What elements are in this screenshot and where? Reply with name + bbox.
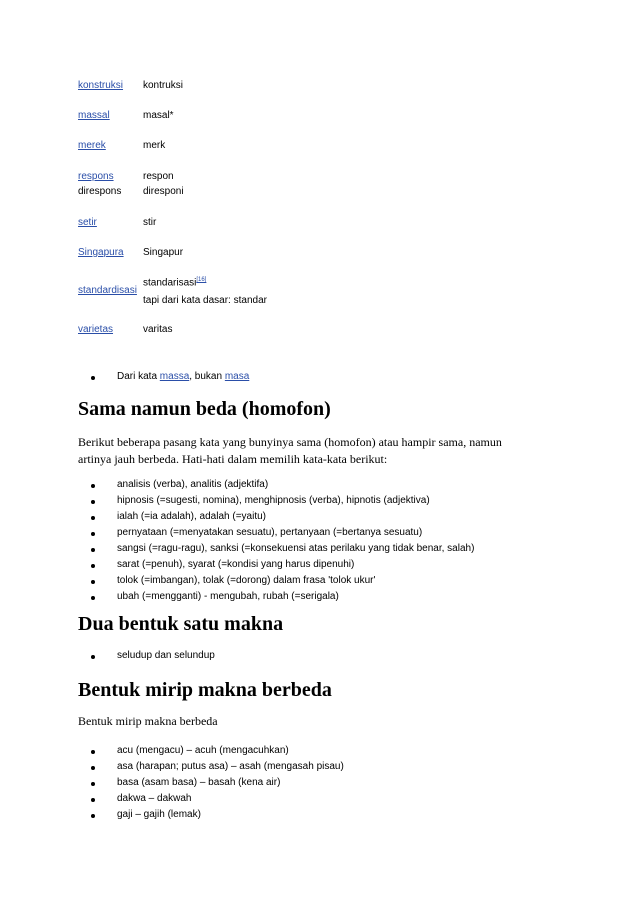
bullet-icon — [91, 750, 95, 754]
bullet-icon — [91, 564, 95, 568]
bullet-icon — [91, 548, 95, 552]
list-item-text: sarat (=penuh), syarat (=kondisi yang harus dipenuhi) — [117, 559, 355, 570]
bullet-icon — [91, 532, 95, 536]
term-text: direspons — [78, 186, 122, 197]
variant-text: kontruksi — [143, 80, 184, 91]
variant-text: diresponi — [143, 186, 184, 197]
term-link[interactable]: konstruksi — [78, 80, 124, 91]
term-link[interactable]: respons — [78, 171, 114, 182]
section-heading: Dua bentuk satu makna — [78, 613, 284, 635]
list-item-text: analisis (verba), analitis (adjektifa) — [117, 479, 269, 490]
list-item-text: gaji – gajih (lemak) — [117, 809, 201, 820]
bullet-icon — [91, 500, 95, 504]
term-link[interactable]: Singapura — [78, 247, 124, 258]
term-link[interactable]: massal — [78, 110, 110, 121]
bullet-icon — [91, 798, 95, 802]
list-item-text: basa (asam basa) – basah (kena air) — [117, 777, 281, 788]
variant-text: stir — [143, 217, 157, 228]
list-item-text: ubah (=mengganti) - mengubah, rubah (=serigala) — [117, 591, 339, 602]
bullet-icon — [91, 484, 95, 488]
bullet-icon — [91, 766, 95, 770]
masa-link[interactable]: masa — [224, 371, 250, 382]
section-heading: Sama namun beda (homofon) — [78, 398, 331, 420]
variant-note: tapi dari kata dasar: standar — [143, 295, 267, 306]
list-item-text: seludup dan selundup — [117, 650, 215, 661]
variant-text: masal* — [143, 110, 174, 121]
term-link[interactable]: standardisasi — [78, 285, 137, 296]
term-link[interactable]: merek — [78, 140, 106, 151]
bullet-icon — [91, 655, 95, 659]
list-item-text: hipnosis (=sugesti, nomina), menghipnosis (verba), hipnotis (adjektiva) — [117, 495, 430, 506]
paragraph-line: artinya jauh berbeda. Hati-hati dalam memilih kata-kata berikut: — [78, 452, 388, 466]
massa-link[interactable]: massa — [159, 371, 190, 382]
term-link[interactable]: setir — [78, 217, 97, 228]
list-item-text: dakwa – dakwah — [117, 793, 192, 804]
note-text: Dari kata massa, bukan masa — [117, 371, 250, 382]
list-item-text: pernyataan (=menyatakan sesuatu), pertanyaan (=bertanya sesuatu) — [117, 527, 423, 538]
list-item-text: acu (mengacu) – acuh (mengacuhkan) — [117, 745, 289, 756]
citation-link[interactable]: [16] — [196, 277, 207, 283]
bullet-icon — [91, 596, 95, 600]
variant-text: varitas — [143, 324, 173, 335]
bullet-icon — [91, 516, 95, 520]
paragraph-line: Berikut beberapa pasang kata yang bunyinya sama (homofon) atau hampir sama, namun — [78, 435, 502, 449]
paragraph — [78, 434, 548, 468]
variant-text: respon — [143, 171, 174, 182]
list-item-text: ialah (=ia adalah), adalah (=yaitu) — [117, 511, 266, 522]
section-heading: Bentuk mirip makna berbeda — [78, 679, 332, 701]
list-item-text: asa (harapan; putus asa) – asah (mengasah pisau) — [117, 761, 344, 772]
variant-text: standarisasi[16] — [143, 277, 207, 289]
bullet-icon — [91, 782, 95, 786]
bullet-icon — [91, 376, 95, 380]
term-link[interactable]: varietas — [78, 324, 114, 335]
variant-text: Singapur — [143, 247, 184, 258]
bullet-icon — [91, 580, 95, 584]
list-item-text: sangsi (=ragu-ragu), sanksi (=konsekuensi atas perilaku yang tidak benar, salah) — [117, 543, 475, 554]
bullet-icon — [91, 814, 95, 818]
variant-text: merk — [143, 140, 166, 151]
section-intro: Bentuk mirip makna berbeda — [78, 714, 218, 728]
list-item-text: tolok (=imbangan), tolak (=dorong) dalam frasa 'tolok ukur' — [117, 575, 376, 586]
